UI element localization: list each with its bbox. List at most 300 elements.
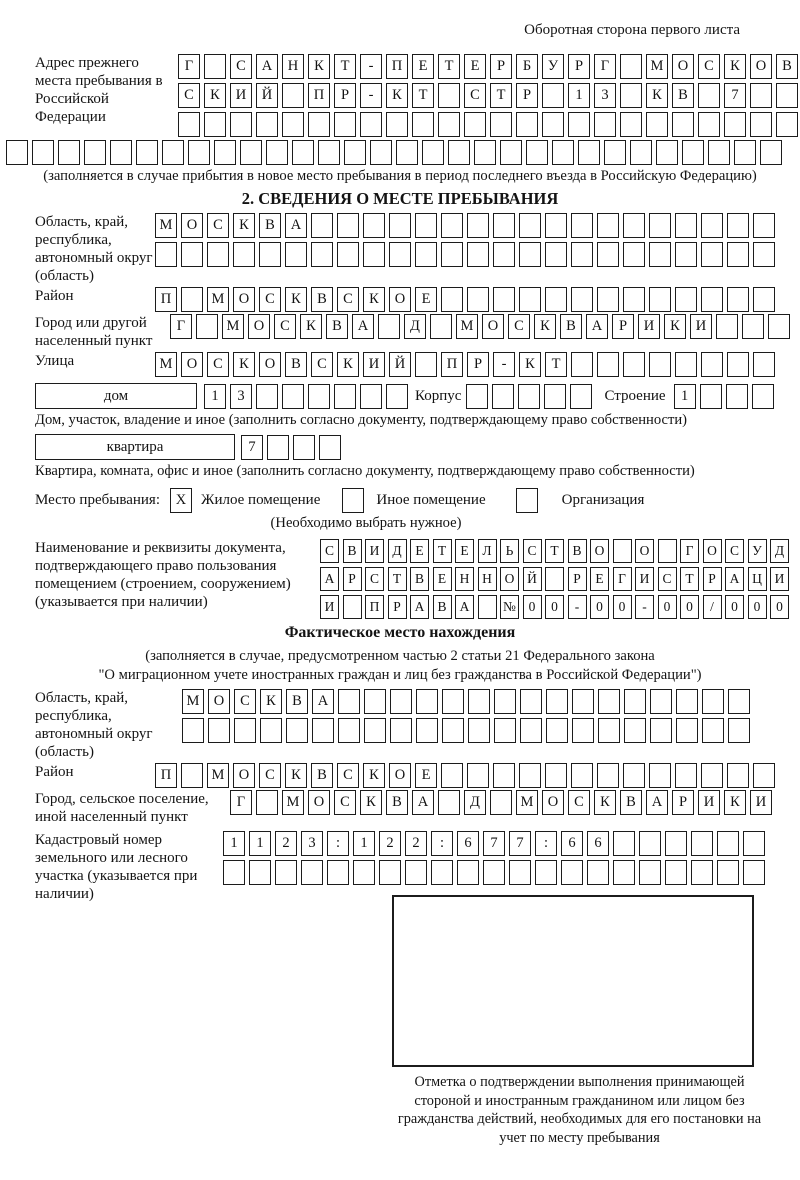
char-box-row bbox=[178, 83, 798, 108]
char-box bbox=[587, 860, 609, 885]
char-box: В bbox=[386, 790, 408, 815]
char-box bbox=[727, 352, 749, 377]
stay-type-label: Место пребывания: bbox=[35, 492, 160, 508]
korpus-boxes bbox=[466, 384, 592, 409]
char-box: О bbox=[482, 314, 504, 339]
char-box: : bbox=[535, 831, 557, 856]
char-box bbox=[623, 352, 645, 377]
char-box: О bbox=[181, 213, 203, 238]
char-box: О bbox=[590, 539, 609, 563]
char-box: М bbox=[516, 790, 538, 815]
char-box: С bbox=[207, 213, 229, 238]
char-box bbox=[519, 287, 541, 312]
char-box: Н bbox=[478, 567, 497, 591]
char-box: 1 bbox=[204, 384, 226, 409]
char-box: О bbox=[672, 54, 694, 79]
char-box: Т bbox=[680, 567, 699, 591]
char-box: К bbox=[204, 83, 226, 108]
char-box bbox=[568, 112, 590, 137]
char-box bbox=[249, 860, 271, 885]
char-box bbox=[620, 83, 642, 108]
char-box: В bbox=[560, 314, 582, 339]
char-box: В bbox=[343, 539, 362, 563]
char-box bbox=[188, 140, 210, 165]
char-box bbox=[594, 112, 616, 137]
char-box: А bbox=[586, 314, 608, 339]
char-box bbox=[181, 287, 203, 312]
char-box bbox=[240, 140, 262, 165]
char-box: О bbox=[703, 539, 722, 563]
char-box: - bbox=[360, 83, 382, 108]
char-box: Й bbox=[523, 567, 542, 591]
char-box: / bbox=[703, 595, 722, 619]
stroenie-label: Строение bbox=[604, 388, 666, 404]
apartment-hint: Квартира, комната, офис и иное (заполнить согласно документу, подтверждающему право собственности) bbox=[35, 463, 695, 479]
stamp-area bbox=[392, 895, 754, 1067]
char-box bbox=[318, 140, 340, 165]
char-box bbox=[597, 352, 619, 377]
char-box: М bbox=[222, 314, 244, 339]
char-box bbox=[630, 140, 652, 165]
char-box: Р bbox=[343, 567, 362, 591]
actual-location-note-2: "О миграционном учете иностранных граждан и лиц без гражданства в Российской Федерации") bbox=[98, 667, 702, 683]
char-box bbox=[415, 352, 437, 377]
stamp-caption: Отметка о подтверждении выполнения принимающей стороной и иностранным гражданином или лицом без гражданства действий, необходимых для его постановки на учет по месту пребывания bbox=[397, 1074, 762, 1146]
char-box: К bbox=[285, 763, 307, 788]
char-box bbox=[520, 689, 542, 714]
char-box bbox=[386, 112, 408, 137]
char-box bbox=[649, 763, 671, 788]
char-box bbox=[438, 112, 460, 137]
char-box: У bbox=[542, 54, 564, 79]
char-box bbox=[691, 860, 713, 885]
char-box: С bbox=[568, 790, 590, 815]
char-box: А bbox=[320, 567, 339, 591]
char-box: Д bbox=[770, 539, 789, 563]
char-box bbox=[752, 384, 774, 409]
char-box bbox=[716, 314, 738, 339]
street-field bbox=[6, 352, 794, 377]
char-box bbox=[675, 763, 697, 788]
char-box bbox=[256, 384, 278, 409]
char-box bbox=[604, 140, 626, 165]
actual-city-label: Город, сельское поселение, иной населенный пункт bbox=[35, 791, 209, 825]
char-box bbox=[311, 213, 333, 238]
char-box: П bbox=[155, 287, 177, 312]
char-box: 0 bbox=[680, 595, 699, 619]
char-box: С bbox=[365, 567, 384, 591]
char-box bbox=[526, 140, 548, 165]
char-box bbox=[412, 112, 434, 137]
char-box bbox=[389, 242, 411, 267]
char-box: 0 bbox=[658, 595, 677, 619]
region-label: Область, край, республика, автономный округ (область) bbox=[35, 214, 153, 284]
char-box bbox=[675, 213, 697, 238]
prev-address-hint: (заполняется в случае прибытия в новое место пребывания в период последнего въезда в Российскую Федерацию) bbox=[43, 168, 757, 184]
char-box bbox=[396, 140, 418, 165]
section-2-title: 2. СВЕДЕНИЯ О МЕСТЕ ПРЕБЫВАНИЯ bbox=[241, 189, 559, 208]
char-box bbox=[286, 718, 308, 743]
char-box bbox=[545, 567, 564, 591]
char-box bbox=[360, 384, 382, 409]
char-box bbox=[493, 763, 515, 788]
char-box bbox=[691, 831, 713, 856]
char-box: П bbox=[386, 54, 408, 79]
char-box bbox=[181, 763, 203, 788]
char-box: 1 bbox=[674, 384, 696, 409]
char-box bbox=[623, 242, 645, 267]
char-box bbox=[571, 242, 593, 267]
char-box bbox=[623, 763, 645, 788]
char-box: - bbox=[493, 352, 515, 377]
char-box: В bbox=[568, 539, 587, 563]
char-box bbox=[597, 763, 619, 788]
char-box: И bbox=[638, 314, 660, 339]
char-box: 2 bbox=[379, 831, 401, 856]
char-box: Б bbox=[516, 54, 538, 79]
char-box-row bbox=[320, 539, 789, 563]
char-box bbox=[338, 689, 360, 714]
char-box bbox=[572, 689, 594, 714]
char-box: Т bbox=[334, 54, 356, 79]
char-box: В bbox=[311, 763, 333, 788]
char-box bbox=[334, 384, 356, 409]
char-box-row bbox=[155, 352, 775, 377]
char-box bbox=[675, 242, 697, 267]
document-grid bbox=[320, 539, 789, 619]
document-label: Наименование и реквизиты документа, подтверждающего право пользования помещением (строением, сооружением) (указывается при наличии) bbox=[35, 540, 291, 610]
checkbox-other-premises bbox=[342, 488, 364, 513]
char-box bbox=[571, 763, 593, 788]
char-box: С bbox=[259, 763, 281, 788]
char-box: Т bbox=[490, 83, 512, 108]
district-field bbox=[6, 287, 794, 312]
char-box bbox=[545, 213, 567, 238]
char-box: Р bbox=[568, 567, 587, 591]
char-box bbox=[301, 860, 323, 885]
char-box: Л bbox=[478, 539, 497, 563]
char-box bbox=[430, 314, 452, 339]
char-box: 1 bbox=[353, 831, 375, 856]
char-box: Р bbox=[516, 83, 538, 108]
char-box: Е bbox=[455, 539, 474, 563]
char-box-row bbox=[155, 242, 775, 267]
char-box: 3 bbox=[230, 384, 252, 409]
char-box bbox=[493, 242, 515, 267]
char-box: С bbox=[234, 689, 256, 714]
char-box: А bbox=[646, 790, 668, 815]
char-box bbox=[742, 314, 764, 339]
char-box: П bbox=[308, 83, 330, 108]
char-box bbox=[571, 213, 593, 238]
char-box: 0 bbox=[613, 595, 632, 619]
checkbox-organization bbox=[516, 488, 538, 513]
char-box bbox=[6, 140, 28, 165]
char-box bbox=[490, 112, 512, 137]
char-box bbox=[665, 831, 687, 856]
char-box: Р bbox=[467, 352, 489, 377]
actual-city-field bbox=[6, 790, 794, 826]
char-box bbox=[750, 112, 772, 137]
char-box-row-full bbox=[6, 140, 794, 165]
char-box bbox=[378, 314, 400, 339]
char-box: Г bbox=[178, 54, 200, 79]
char-box: Г bbox=[170, 314, 192, 339]
char-box bbox=[613, 831, 635, 856]
char-box bbox=[597, 287, 619, 312]
actual-location-title: Фактическое место нахождения bbox=[284, 624, 516, 641]
char-box: К bbox=[233, 352, 255, 377]
char-box: С bbox=[698, 54, 720, 79]
char-box: О bbox=[248, 314, 270, 339]
char-box bbox=[110, 140, 132, 165]
char-box: Н bbox=[282, 54, 304, 79]
char-box: К bbox=[233, 213, 255, 238]
char-box: К bbox=[519, 352, 541, 377]
char-box bbox=[308, 384, 330, 409]
char-box bbox=[84, 140, 106, 165]
char-box bbox=[753, 763, 775, 788]
char-box bbox=[546, 718, 568, 743]
char-box bbox=[516, 112, 538, 137]
char-box bbox=[675, 352, 697, 377]
char-box bbox=[701, 287, 723, 312]
char-box: В bbox=[672, 83, 694, 108]
char-box: С bbox=[658, 567, 677, 591]
char-box: Т bbox=[412, 83, 434, 108]
char-box: С bbox=[337, 763, 359, 788]
char-box bbox=[519, 763, 541, 788]
char-box bbox=[292, 140, 314, 165]
char-box: Р bbox=[703, 567, 722, 591]
char-box bbox=[727, 213, 749, 238]
char-box bbox=[32, 140, 54, 165]
char-box bbox=[727, 287, 749, 312]
char-box: К bbox=[534, 314, 556, 339]
char-box bbox=[676, 718, 698, 743]
char-box: Т bbox=[438, 54, 460, 79]
char-box: 3 bbox=[301, 831, 323, 856]
char-box bbox=[493, 213, 515, 238]
cadastral-field bbox=[6, 831, 794, 903]
char-box bbox=[656, 140, 678, 165]
char-box bbox=[441, 213, 463, 238]
char-box: И bbox=[635, 567, 654, 591]
char-box: И bbox=[365, 539, 384, 563]
char-box bbox=[441, 242, 463, 267]
char-box: О bbox=[233, 287, 255, 312]
char-box: С bbox=[259, 287, 281, 312]
char-box bbox=[598, 718, 620, 743]
char-box: О bbox=[389, 763, 411, 788]
char-box bbox=[676, 689, 698, 714]
house-hint: Дом, участок, владение и иное (заполнить согласно документу, подтверждающему право собственности) bbox=[35, 412, 688, 428]
char-box bbox=[675, 287, 697, 312]
char-box-row bbox=[182, 689, 750, 714]
char-box: - bbox=[360, 54, 382, 79]
char-box bbox=[282, 112, 304, 137]
char-box bbox=[613, 539, 632, 563]
char-box: Д bbox=[404, 314, 426, 339]
stay-type-hint: (Необходимо выбрать нужное) bbox=[270, 515, 462, 531]
char-box: Е bbox=[412, 54, 434, 79]
char-box: 1 bbox=[249, 831, 271, 856]
char-box bbox=[572, 718, 594, 743]
char-box bbox=[649, 242, 671, 267]
char-box: 0 bbox=[523, 595, 542, 619]
char-box: С bbox=[337, 287, 359, 312]
char-box bbox=[182, 718, 204, 743]
char-box bbox=[552, 140, 574, 165]
char-box: О bbox=[308, 790, 330, 815]
char-box bbox=[649, 287, 671, 312]
char-box: А bbox=[352, 314, 374, 339]
char-box bbox=[468, 718, 490, 743]
char-box: Г bbox=[680, 539, 699, 563]
char-box bbox=[208, 718, 230, 743]
char-box bbox=[650, 689, 672, 714]
char-box bbox=[743, 831, 765, 856]
char-box: 7 bbox=[509, 831, 531, 856]
char-box bbox=[259, 242, 281, 267]
char-box: Р bbox=[490, 54, 512, 79]
char-box: А bbox=[725, 567, 744, 591]
char-box: Е bbox=[415, 287, 437, 312]
char-box: К bbox=[724, 54, 746, 79]
char-box bbox=[416, 689, 438, 714]
char-box: О bbox=[259, 352, 281, 377]
char-box: О bbox=[233, 763, 255, 788]
char-box bbox=[658, 539, 677, 563]
region-field bbox=[6, 213, 794, 285]
char-box: С bbox=[230, 54, 252, 79]
char-box: К bbox=[386, 83, 408, 108]
char-box bbox=[701, 763, 723, 788]
char-box bbox=[753, 242, 775, 267]
char-box bbox=[620, 54, 642, 79]
char-box bbox=[363, 242, 385, 267]
char-box bbox=[682, 140, 704, 165]
char-box: М bbox=[155, 352, 177, 377]
page-side-note: Оборотная сторона первого листа bbox=[524, 22, 740, 38]
char-box: М bbox=[155, 213, 177, 238]
char-box: М bbox=[282, 790, 304, 815]
char-box: Р bbox=[334, 83, 356, 108]
char-box: С bbox=[725, 539, 744, 563]
char-box bbox=[343, 595, 362, 619]
char-box bbox=[639, 831, 661, 856]
char-box bbox=[308, 112, 330, 137]
char-box: В bbox=[433, 595, 452, 619]
char-box bbox=[260, 718, 282, 743]
char-box bbox=[753, 352, 775, 377]
stay-type-row bbox=[35, 487, 794, 513]
actual-region-label: Область, край, республика, автономный округ (область) bbox=[35, 690, 153, 760]
char-box bbox=[136, 140, 158, 165]
char-box: А bbox=[312, 689, 334, 714]
char-box bbox=[750, 83, 772, 108]
char-box: : bbox=[431, 831, 453, 856]
char-box: Р bbox=[388, 595, 407, 619]
char-box: Е bbox=[433, 567, 452, 591]
char-box bbox=[598, 689, 620, 714]
char-box bbox=[623, 287, 645, 312]
char-box: И bbox=[363, 352, 385, 377]
char-box: К bbox=[646, 83, 668, 108]
char-box-row bbox=[230, 790, 772, 815]
char-box-row bbox=[320, 595, 789, 619]
char-box bbox=[624, 689, 646, 714]
char-box bbox=[734, 140, 756, 165]
char-box bbox=[545, 763, 567, 788]
document-field bbox=[6, 539, 794, 619]
house-row bbox=[35, 383, 794, 409]
char-box bbox=[474, 140, 496, 165]
char-box bbox=[597, 242, 619, 267]
char-box-row bbox=[155, 287, 775, 312]
char-box: : bbox=[327, 831, 349, 856]
char-box bbox=[492, 384, 514, 409]
char-box bbox=[571, 287, 593, 312]
char-box: Т bbox=[433, 539, 452, 563]
stamp-section bbox=[392, 895, 767, 1147]
char-box: 0 bbox=[770, 595, 789, 619]
char-box: 2 bbox=[405, 831, 427, 856]
char-box bbox=[776, 112, 798, 137]
char-box bbox=[155, 242, 177, 267]
char-box bbox=[266, 140, 288, 165]
char-box bbox=[207, 242, 229, 267]
char-box: М bbox=[207, 763, 229, 788]
char-box: А bbox=[285, 213, 307, 238]
char-box bbox=[776, 83, 798, 108]
char-box bbox=[275, 860, 297, 885]
char-box: К bbox=[285, 287, 307, 312]
char-box bbox=[728, 718, 750, 743]
char-box-row bbox=[182, 718, 750, 743]
char-box bbox=[578, 140, 600, 165]
char-box bbox=[519, 213, 541, 238]
char-box bbox=[370, 140, 392, 165]
char-box bbox=[162, 140, 184, 165]
char-box: Д bbox=[388, 539, 407, 563]
char-box bbox=[701, 352, 723, 377]
char-box: 6 bbox=[457, 831, 479, 856]
char-box bbox=[493, 287, 515, 312]
char-box bbox=[708, 140, 730, 165]
char-box bbox=[327, 860, 349, 885]
char-box: С bbox=[311, 352, 333, 377]
char-box: Е bbox=[590, 567, 609, 591]
char-box: Ц bbox=[748, 567, 767, 591]
char-box: К bbox=[300, 314, 322, 339]
char-box bbox=[405, 860, 427, 885]
char-box: К bbox=[360, 790, 382, 815]
char-box bbox=[285, 242, 307, 267]
char-box bbox=[466, 384, 488, 409]
char-box bbox=[457, 860, 479, 885]
char-box bbox=[364, 689, 386, 714]
char-box: В bbox=[410, 567, 429, 591]
char-box: И bbox=[770, 567, 789, 591]
char-box bbox=[468, 689, 490, 714]
char-box bbox=[727, 763, 749, 788]
char-box bbox=[490, 790, 512, 815]
char-box bbox=[728, 689, 750, 714]
char-box: 3 bbox=[594, 83, 616, 108]
char-box bbox=[178, 112, 200, 137]
prev-address-label: Адрес прежнего места пребывания в Российской Федерации bbox=[35, 55, 163, 125]
